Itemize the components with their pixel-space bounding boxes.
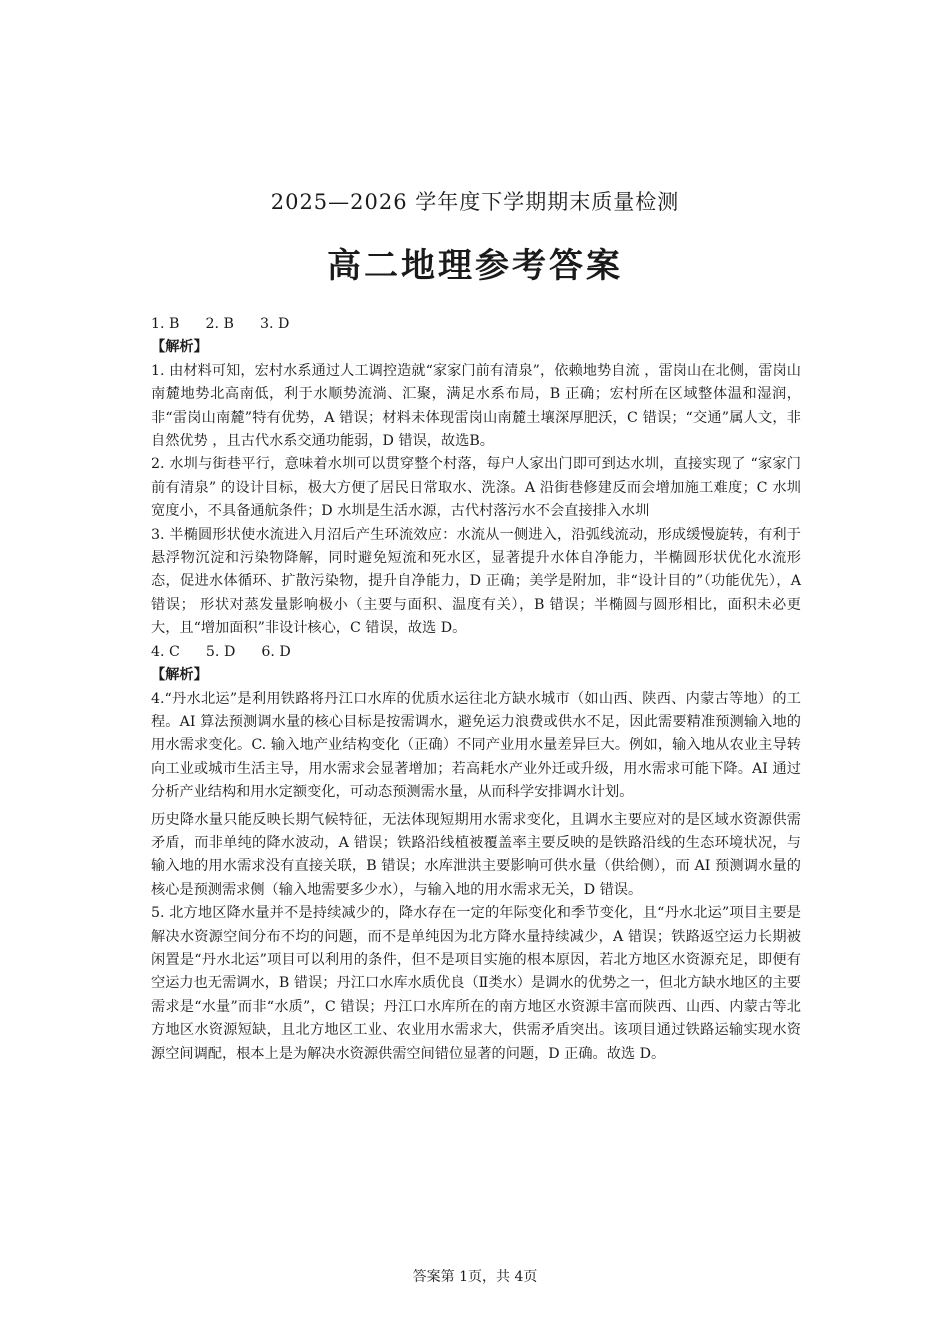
exam-title: 2025—2026 学年度下学期期末质量检测	[270, 190, 680, 214]
explanation-q4-part1: 4.“丹水北运”是利用铁路将丹江口水库的优质水运往北方缺水城市（如山西、陕西、内蒙古等地）的工程。AI 算法预测调水量的核心目标是按需调水，避免运力浪费或供水不足，因此需要精准预测输入地的用水需求变化。C. 输入地产业结构变化（正确）不同产业用水量差异巨大。例如，输入地从农业主导转向工业或城市生活主导，用水需求会显著增加；若高耗水产业外迁或升级，用水需求可能下降。AI 通过分析产业结构和用水定额变化，可动态预测需水量，从而科学安排调水计划。	[151, 690, 801, 801]
answer-6: 6. D	[261, 643, 291, 660]
answer-key-row	[151, 641, 801, 664]
answer-3: 3. D	[259, 316, 290, 332]
analysis-heading: 【解析】	[151, 667, 208, 684]
analysis-heading: 【解析】	[151, 339, 208, 356]
main-title: 高二地理参考答案	[327, 246, 623, 286]
explanation-q5: 5. 北方地区降水量并不是持续减少的，降水存在一定的年际变化和季节变化，且“丹水北运”项目主要是解决水资源空间分布不均的问题，而不是单纯因为北方降水量持续减少，A 错误；铁路返空运力长期被闲置是“丹水北运”项目可以利用的条件，但不是项目实施的根本原因，若北方地区水资源充足，即便有空运力也无需调水，B 错误；丹江口水库水质优良（Ⅱ类水）是调水的优势之一，但北方缺水地区的主要需求是“水量”而非“水质”，C 错误；丹江口水库所在的南方地区水资源丰富而陕西、山西、内蒙古等北方地区水资源短缺，且北方地区工业、农业用水需求大，供需矛盾突出。该项目通过铁路运输实现水资源空间调配，根本上是为解决水资源供需空间错位显著的问题，D 正确。故选 D。	[151, 905, 801, 1062]
explanation-q2: 2. 水圳与街巷平行，意味着水圳可以贯穿整个村落，每户人家出门即可到达水圳，直接实现了 “家家门前有清泉” 的设计目标，极大方便了居民日常取水、洗涤。A 沿街巷修建反而会增加施工难度；C 水圳宽度小，不具备通航条件；D 水圳是生活水源，古代村落污水不会直接排入水圳	[151, 456, 801, 520]
answer-2: 2. B	[205, 316, 234, 332]
answer-content	[151, 313, 801, 1066]
explanation-q3: 3. 半椭圆形状使水流进入月沼后产生环流效应：水流从一侧进入，沿弧线流动，形成缓慢旋转，有利于悬浮物沉淀和污染物降解，同时避免短流和死水区，显著提升水体自净能力，半椭圆形状优化水流形态，促进水体循环、扩散污染物，提升自净能力，D 正确；美学是附加，非“设计目的”（功能优先），A 错误； 形状对蒸发量影响极小（主要与面积、温度有关），B 错误；半椭圆与圆形相比，面积未必更大，且“增加面积”非设计核心，C 错误，故选 D。	[151, 526, 801, 637]
answer-key-row	[151, 313, 801, 336]
answer-1: 1. B	[151, 316, 180, 332]
answer-5: 5. D	[205, 643, 236, 660]
explanation-q1: 1. 由材料可知，宏村水系通过人工调控造就“家家门前有清泉”，依赖地势自流 ，雷岗山在北侧，雷岗山南麓地势北高南低，利于水顺势流淌、汇聚，满足水系布局，B 正确；宏村所在区域整体温和湿润，非“雷岗山南麓”特有优势，A 错误；材料未体现雷岗山南麓土壤深厚肥沃，C 错误；“交通”属人文，非自然优势 ，且古代水系交通功能弱，D 错误，故选B。	[151, 362, 801, 450]
explanation-q4-part2: 历史降水量只能反映长期气候特征，无法体现短期用水需求变化，且调水主要应对的是区域水资源供需矛盾，而非单纯的降水波动，A 错误；铁路沿线植被覆盖率主要反映的是铁路沿线的生态环境状况，与输入地的用水需求没有直接关联，B 错误；水库泄洪主要影响可供水量（供给侧），而 AI 预测调水量的核心是预测需求侧（输入地需要多少水），与输入地的用水需求无关，D 错误。	[151, 811, 801, 898]
answer-4: 4. C	[151, 643, 180, 660]
page-footer: 答案第 1页，共 4页	[412, 1269, 538, 1285]
